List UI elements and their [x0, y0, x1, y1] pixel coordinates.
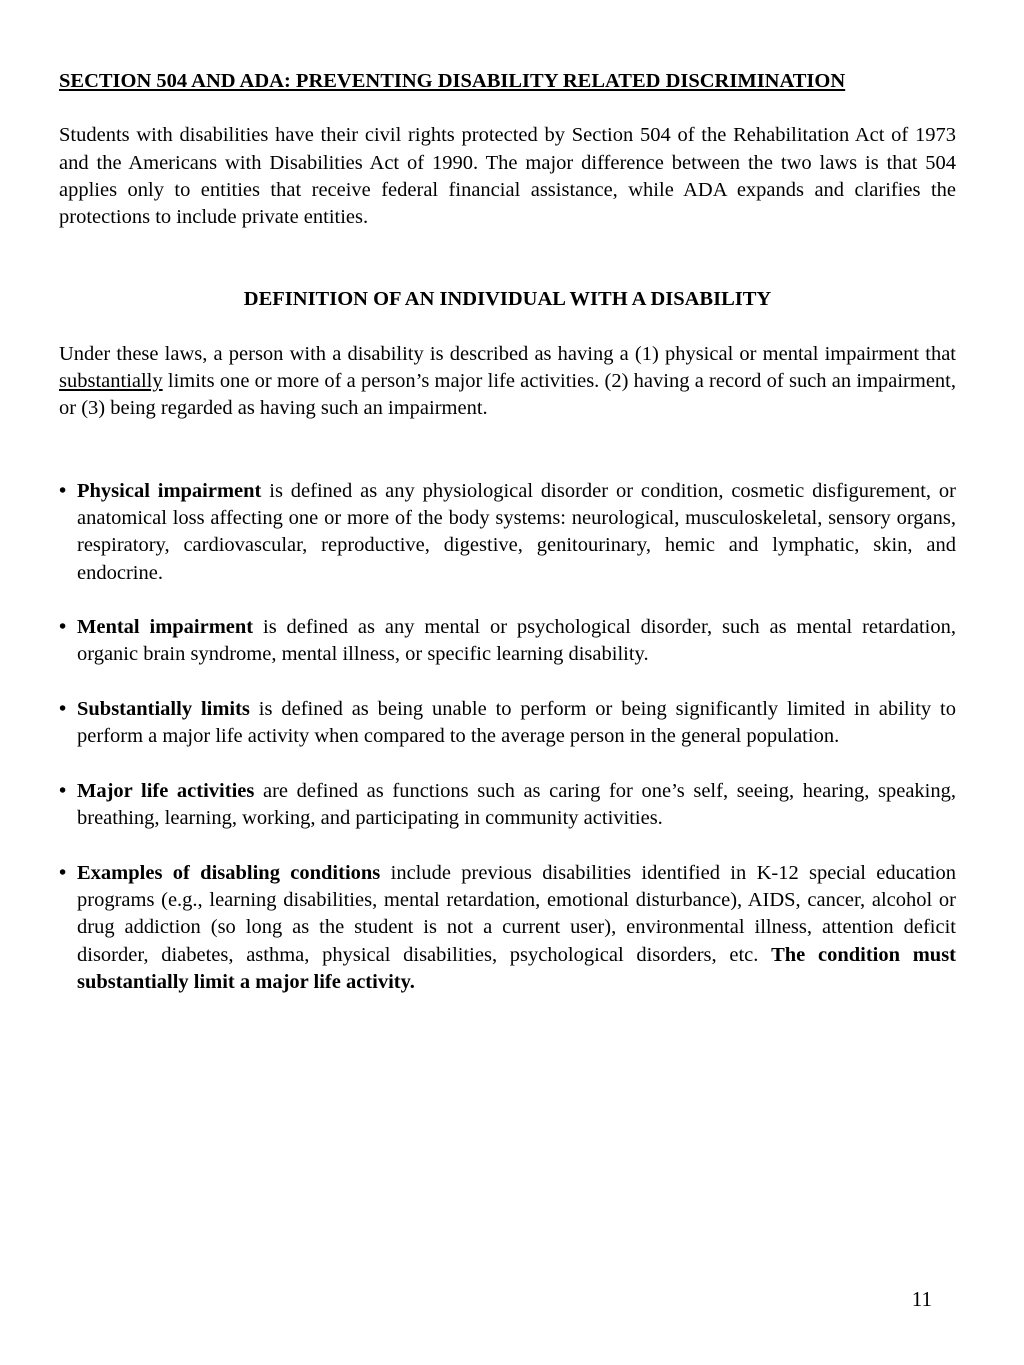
bullet-icon: •: [59, 779, 67, 802]
intro-paragraph: Students with disabilities have their civil rights protected by Section 504 of the Rehabilitation Act of 1973 and the Americans with Disabilities Act of 1990. The major difference between the two laws is that 504 applies only to entities that receive federal financial assistance, while ADA expands and clarifies the protections to include private entities.: [59, 124, 956, 229]
term-definition: is defined as any physiological disorder or condition, cosmetic disfigurement, or anatomical loss affecting one or more of the body systems: neurological, musculoskeletal, sensory organs, respiratory, cardiovascular, reproductive, digestive, genitourinary, hemic and lymphatic, skin, and endocrine.: [77, 479, 957, 584]
term-definition: is defined as being unable to perform or being significantly limited in ability to perform a major life activity when compared to the average person in the general population.: [77, 698, 956, 748]
bullet-icon: •: [59, 698, 67, 721]
document-title: SECTION 504 AND ADA: PREVENTING DISABILITY RELATED DISCRIMINATION: [59, 70, 846, 92]
term-label: Examples of disabling conditions: [77, 861, 381, 884]
definitions-list: [59, 478, 956, 997]
list-item-mental-impairment: [59, 614, 956, 669]
bullet-icon: •: [59, 616, 67, 639]
definition-text-after: limits one or more of a person’s major life activities. (2) having a record of such an impairment, or (3) being regarded as having such an impairment.: [59, 370, 956, 420]
term-definition: is defined as any mental or psychological disorder, such as mental retardation, organic brain syndrome, mental illness, or specific learning disability.: [77, 616, 956, 666]
bullet-icon: •: [59, 861, 67, 884]
term-label: Major life activities: [77, 779, 255, 802]
term-label: Physical impairment: [77, 479, 262, 502]
term-label: Mental impairment: [77, 616, 254, 639]
emphasis-statement: The condition must substantially limit a major life activity.: [77, 943, 956, 994]
term-label: Substantially limits: [77, 698, 250, 721]
section-subheading: DEFINITION OF AN INDIVIDUAL WITH A DISABILITY: [243, 288, 772, 311]
term-definition: are defined as functions such as caring for one’s self, seeing, hearing, speaking, breathing, learning, working, and participating in community activities.: [77, 779, 956, 830]
definition-text-before: Under these laws, a person with a disability is described as having a (1) physical or mental impairment that: [59, 342, 956, 365]
page-number: 11: [911, 1287, 932, 1311]
list-item-substantially-limits: [59, 696, 956, 751]
list-item-disabling-conditions: [59, 860, 956, 996]
list-item-major-life-activities: [59, 778, 956, 833]
document-page: [59, 68, 956, 1024]
bullet-icon: •: [59, 479, 67, 502]
definition-paragraph: [59, 341, 956, 423]
term-definition: include previous disabilities identified in K-12 special education programs (e.g., learning disabilities, mental retardation, emotional disturbance), AIDS, cancer, alcohol or drug addiction (so long as the student is not a current user), environmental illness, attention deficit disorder, diabetes, asthma, physical disabilities, psychological disorders, etc.: [77, 861, 956, 966]
list-item-physical-impairment: [59, 478, 956, 587]
definition-underlined-word: substantially: [59, 370, 163, 393]
